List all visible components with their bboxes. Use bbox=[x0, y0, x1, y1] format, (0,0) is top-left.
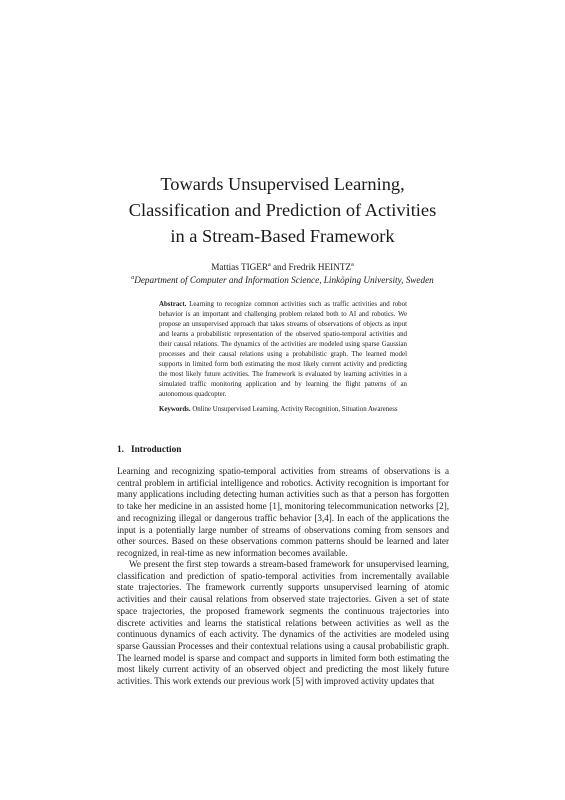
affiliation-marker: a bbox=[351, 261, 354, 268]
body-paragraph: Learning and recognizing spatio-temporal activities from streams of observations is a central problem in artificial intelligence and robotics. Activity recognition is important for many applications including detecting human activities such as that a person has forgotten to take her medicine in an assisted home [1], monitoring telecommunication networks [2], and recognizing illegal or dangerous traffic behavior [3,4]. In each of the applications the input is a potentially large number of streams of observations coming from sensors and other sources. Based on these observations common patterns should be learned and later recognized, in real-time as new information becomes available. bbox=[117, 466, 449, 558]
affiliation-text: Department of Computer and Information Science, Linköping University, Sweden bbox=[134, 275, 434, 285]
keywords-text: Online Unsupervised Learning, Activity Recognition, Situation Awareness bbox=[192, 406, 398, 413]
abstract bbox=[159, 300, 407, 400]
section-title: Introduction bbox=[130, 445, 182, 455]
affiliation-marker: a bbox=[131, 274, 135, 281]
body-paragraph: We present the first step towards a stream-based framework for unsupervised learning, classification and prediction of spatio-temporal activities from incrementally available state trajectories. The framework currently supports unsupervised learning of atomic activities and their causal relations from observed state trajectories. Given a set of state space trajectories, the proposed framework segments the continuous trajectories into discrete activities and learns the statistical relations between activities as well as the continuous dynamics of each activity. The dynamics of the activities are modeled using sparse Gaussian Processes and their contextual relations using a causal probabilistic graph. The learned model is sparse and compact and supports in limited form both estimating the most likely current activity of an observed object and predicting the most likely future activities. This work extends our previous work [5] with improved activity updates that bbox=[117, 559, 449, 687]
author-connector: and bbox=[270, 262, 289, 272]
abstract-text: Learning to recognize common activities such as traffic activities and robot behavior is an important and challenging problem related both to AI and robotics. We propose an unsupervised approach that takes streams of observations of objects as input and learns a probabilistic representation of the observed spatio-temporal activities and their causal relations. The dynamics of the activities are modeled using sparse Gaussian processes and their causal relations using a probabilistic graph. The learned model supports in limited form both estimating the most likely current activity and predicting the most likely future activities. The framework is evaluated by learning activities in a simulated traffic monitoring application and by learning the flight patterns of an autonomous quadcopter. bbox=[159, 301, 407, 399]
author-name: Mattias TIGER bbox=[211, 262, 269, 272]
affiliation bbox=[60, 275, 505, 285]
keywords-label: Keywords. bbox=[159, 406, 191, 413]
affiliation-marker: a bbox=[268, 261, 271, 268]
keywords bbox=[159, 405, 414, 415]
section-number: 1. bbox=[117, 445, 124, 455]
abstract-label: Abstract. bbox=[159, 301, 187, 308]
title-line-2: Classification and Prediction of Activities bbox=[128, 200, 437, 220]
paper-title bbox=[60, 171, 505, 249]
author-name: Fredrik HEINTZ bbox=[288, 262, 352, 272]
title-line-3: in a Stream-Based Framework bbox=[170, 226, 395, 246]
section-heading bbox=[117, 445, 181, 455]
author-list bbox=[60, 262, 505, 272]
title-line-1: Towards Unsupervised Learning, bbox=[160, 174, 405, 194]
